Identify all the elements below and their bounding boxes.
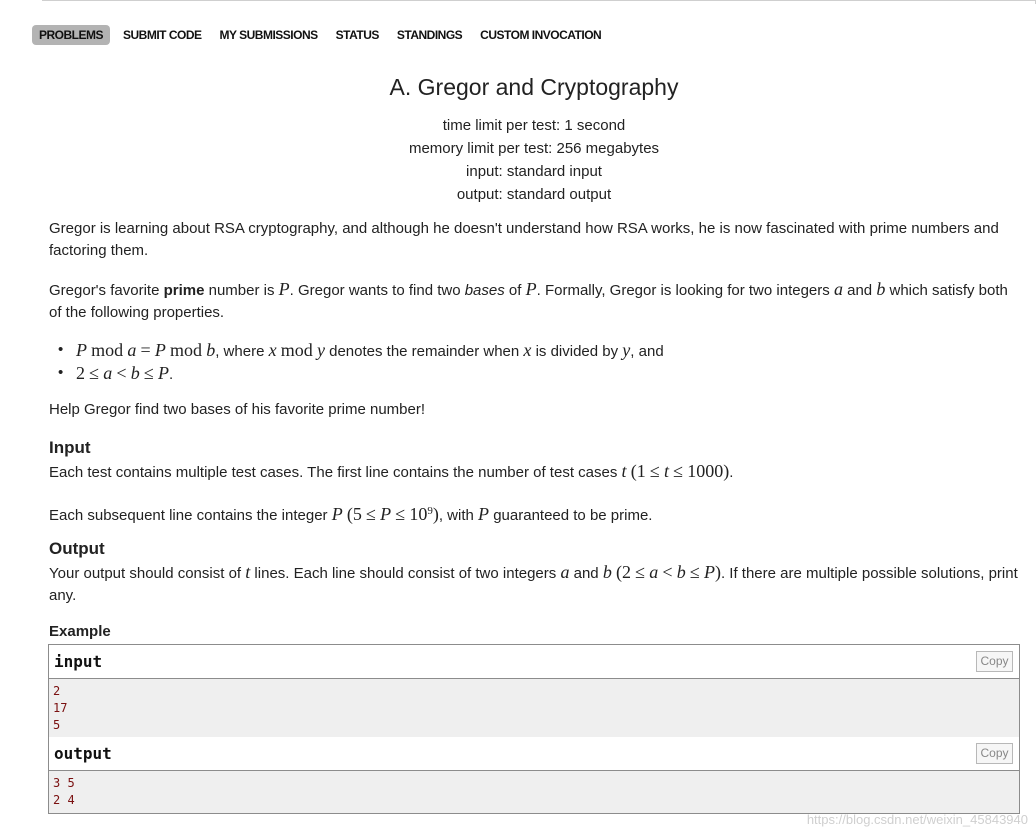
example-output-content[interactable] — [49, 771, 1019, 813]
math-b: b — [130, 363, 140, 383]
math-a: a — [560, 562, 570, 582]
statement-paragraph-2 — [49, 278, 1024, 324]
math-lparen: ( — [346, 504, 353, 524]
math-1: 1 — [636, 461, 646, 481]
text: , and — [630, 343, 664, 360]
math-P: P — [76, 340, 87, 360]
output-heading: Output — [49, 539, 105, 558]
math-a: a — [649, 562, 659, 582]
math-le: ≤ — [143, 363, 154, 383]
math-le: ≤ — [366, 504, 376, 524]
text: . If there are multiple possible solutions, print any. — [49, 565, 1018, 604]
em-bases: bases — [464, 282, 505, 299]
math-P: P — [157, 363, 169, 383]
math-le: ≤ — [673, 461, 684, 481]
output-paragraph-1 — [49, 561, 1024, 607]
text: , with — [438, 507, 479, 524]
math-P: P — [380, 504, 392, 524]
math-x: x — [523, 340, 532, 360]
math-mod: mod — [91, 340, 124, 360]
math-rparen: ) — [723, 461, 730, 481]
output-type: output: standard output — [456, 186, 612, 203]
nav-my-submissions[interactable]: MY SUBMISSIONS — [219, 28, 318, 42]
top-border — [42, 0, 1036, 1]
math-b: b — [602, 562, 612, 582]
text: Each subsequent line contains the integer — [49, 507, 332, 524]
text: Your output should consist of — [49, 565, 246, 582]
math-le: ≤ — [395, 504, 406, 524]
text: , where — [215, 343, 269, 360]
statement-paragraph-1: Gregor is learning about RSA cryptography, and although he doesn't understand how RSA works, he is now fascinated with prime numbers and factoring them. — [49, 220, 999, 259]
math-y: y — [622, 340, 631, 360]
math-mod: mod — [170, 340, 203, 360]
input-line: 2 — [53, 684, 61, 698]
math-a: a — [103, 363, 113, 383]
input-type: input: standard input — [466, 163, 602, 180]
text: . Formally, Gregor is looking for two integers — [536, 282, 834, 299]
math-2: 2 — [621, 562, 631, 582]
problem-limits — [0, 114, 1036, 206]
math-rparen: ) — [714, 562, 721, 582]
math-le: ≤ — [689, 562, 700, 582]
copy-output-button[interactable]: Copy — [976, 743, 1013, 764]
input-line: 17 — [53, 701, 68, 715]
math-b: b — [876, 279, 886, 299]
text: which satisfy both of the following properties. — [49, 282, 1008, 321]
statement-paragraph-3: Help Gregor find two bases of his favorite prime number! — [49, 401, 426, 418]
text: Each test contains multiple test cases. The first line contains the number of test cases — [49, 464, 622, 481]
input-heading: Input — [49, 438, 91, 457]
text: lines. Each line should consist of two integers — [250, 565, 561, 582]
math-y: y — [316, 340, 325, 360]
time-limit: time limit per test: 1 second — [442, 117, 626, 134]
math-P: P — [154, 340, 166, 360]
input-paragraph-2 — [49, 500, 1024, 527]
output-line: 2 4 — [53, 793, 75, 807]
math-P: P — [331, 504, 343, 524]
text: . — [168, 366, 174, 383]
watermark: https://blog.csdn.net/weixin_45843940 — [806, 812, 1028, 827]
math-t: t — [621, 461, 627, 481]
math-lparen: ( — [630, 461, 637, 481]
text: . Gregor wants to find two — [289, 282, 465, 299]
text: . — [729, 464, 734, 481]
text: Gregor's favorite — [49, 282, 164, 299]
bold-prime: prime — [163, 282, 205, 299]
math-le: ≤ — [89, 363, 100, 383]
math-5: 5 — [352, 504, 362, 524]
math-x: x — [268, 340, 277, 360]
math-exponent-9: 9 — [427, 505, 433, 517]
text: is divided by — [531, 343, 623, 360]
math-P: P — [703, 562, 715, 582]
example-output-box — [48, 737, 1020, 814]
math-P: P — [525, 279, 537, 299]
text: and — [569, 565, 603, 582]
nav-submit-code[interactable]: SUBMIT CODE — [123, 28, 202, 42]
problem-nav — [32, 25, 614, 45]
copy-input-button[interactable]: Copy — [976, 651, 1013, 672]
math-a: a — [127, 340, 137, 360]
property-bullet-1 — [60, 339, 664, 363]
input-line: 5 — [53, 718, 61, 732]
text: denotes the remainder when — [324, 343, 524, 360]
problem-title: A. Gregor and Cryptography — [389, 74, 679, 100]
example-input-box — [48, 644, 1020, 738]
math-lparen: ( — [615, 562, 622, 582]
math-le: ≤ — [649, 461, 660, 481]
example-output-header — [49, 737, 1019, 771]
nav-custom-invocation[interactable]: CUSTOM INVOCATION — [480, 28, 602, 42]
text: guaranteed to be prime. — [489, 507, 653, 524]
nav-status[interactable]: STATUS — [335, 28, 379, 42]
math-1000: 1000 — [687, 461, 724, 481]
math-t: t — [245, 562, 251, 582]
math-eq: = — [140, 340, 151, 360]
math-10: 10 — [409, 504, 428, 524]
example-input-title: input — [54, 652, 103, 671]
math-b: b — [676, 562, 686, 582]
text: and — [842, 282, 877, 299]
example-output-title: output — [54, 744, 112, 763]
math-le: ≤ — [635, 562, 646, 582]
math-b: b — [206, 340, 216, 360]
math-P: P — [478, 504, 490, 524]
math-P: P — [278, 279, 290, 299]
math-lt: < — [662, 562, 673, 582]
math-mod: mod — [280, 340, 313, 360]
example-input-header — [49, 645, 1019, 679]
example-input-content[interactable] — [49, 679, 1019, 737]
math-lt: < — [116, 363, 127, 383]
output-line: 3 5 — [53, 776, 75, 790]
math-2: 2 — [76, 363, 85, 383]
input-paragraph-1 — [49, 460, 1024, 484]
memory-limit: memory limit per test: 256 megabytes — [408, 140, 660, 157]
nav-problems[interactable]: PROBLEMS — [32, 25, 110, 45]
math-a: a — [833, 279, 843, 299]
math-rparen: ) — [432, 504, 439, 524]
example-label: Example — [49, 623, 111, 640]
text: number is — [204, 282, 279, 299]
math-t: t — [663, 461, 669, 481]
text: of — [504, 282, 526, 299]
property-bullet-2 — [60, 362, 173, 386]
nav-standings[interactable]: STANDINGS — [396, 28, 463, 42]
